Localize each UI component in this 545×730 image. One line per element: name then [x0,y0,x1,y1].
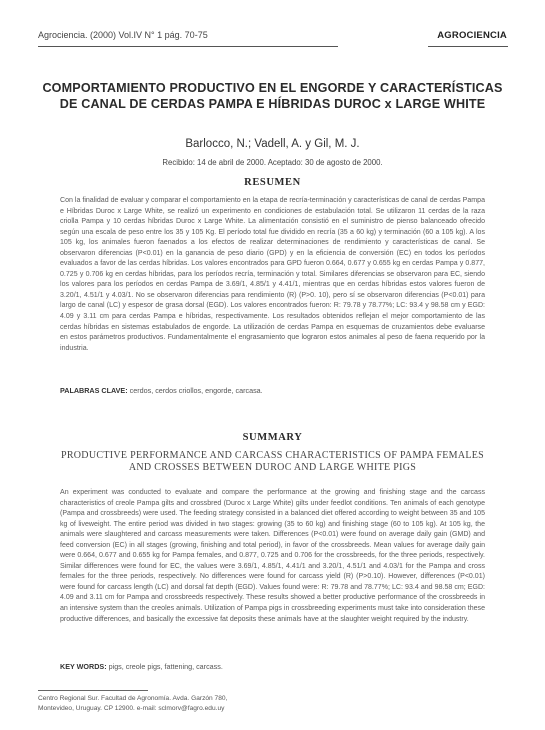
article-title: COMPORTAMIENTO PRODUCTIVO EN EL ENGORDE Y CARACTERÍSTICAS DE CANAL DE CERDAS PAMPA E HÍBRIDAS DUROC x LARGE WHITE [42,81,503,112]
received-dates: Recibido: 14 de abril de 2000. Aceptado: 30 de agosto de 2000. [162,158,383,167]
summary-english-title: PRODUCTIVE PERFORMANCE AND CARCASS CHARACTERISTICS OF PAMPA FEMALES AND CROSSES BETWEEN DUROC AND LARGE WHITE PIGS [60,450,485,473]
header-rule-right [428,46,508,47]
header-rule [38,46,338,47]
journal-reference: Agrociencia. (2000) Vol.IV N° 1 pág. 70-75 [38,30,208,40]
affiliation-line-2: Montevideo, Uruguay. CP 12900. e-mail: sclmorv@fagro.edu.uy [38,705,225,712]
keywords-label: PALABRAS CLAVE: [60,386,128,395]
footnote-rule [38,690,148,691]
author-affiliation [38,694,288,714]
article-authors: Barlocco, N.; Vadell, A. y Gil, M. J. [185,138,360,150]
affiliation-line-1: Centro Regional Sur. Facultad de Agronomía. Avda. Garzón 780, [38,695,228,702]
summary-text: An experiment was conducted to evaluate and compare the performance at the growing and finishing stage and the carcass characteristics of creole Pampa gilts and crossbred (Duroc x Large White) gilts under feedlot conditions. Ten animals of each genotype (Pampa and crossbreeds) were used. The feeding strategy consisted in a balanced diet offered according to weight between 35 and 105 kg of liveweight. The entire period was divided in two stages: growing (35 to 60 kg) and finishing stage (60 to 105 kg). At 105 kg, the animals were slaughtered and carcass measurements were taken. Differences (P<0.01) were found on average daily gain (GMD) and feed conversion (EC) in all stages (growing, finishing and total period), in favor of the crossbreeds. Mean values for average daily gain were 0.664, 0.677 and 0.655 kg for Pampa females, and 0.877, 0.725 and 0.706 for the crossbreeds, for the three periods, respectively. Similar differences were found for EC, the values were 3.69/1, 4.85/1, 4.41/1 and 3.20/1, 4.51/1 and 4.03/1 for the Pampa and cross females for the three periods, respectively. No differences were found for carcass yield (R) (P>0.10). However, differences (P<0.01) were found for carcass length (LC) and dorsal fat depth (EGD). Values found were: R: 79.78 and 78.77%; LC: 93.4 and 98.58 cm; EGD: 4.09 and 3.11 cm for Pampa and crossbreeds respectively. These results showed a better productive performance of the crossbreeds in an intensive system than the creoles animals. Utilization of Pampa pigs in crossbreeding experiments must take into consideration these productive differences, and basically the excessive fat deposits these animals have at the slaughter weight required by the industry. [60,489,485,623]
resumen-heading: RESUMEN [244,177,301,188]
keywords-values: cerdos, cerdos criollos, engorde, carcasa. [129,386,263,395]
summary-keywords [60,662,485,672]
journal-name: AGROCIENCIA [437,30,507,41]
resumen-keywords [60,386,485,396]
resumen-text: Con la finalidad de evaluar y comparar el comportamiento en la etapa de recría-terminación y características de canal de cerdas Pampa e Híbridas Duroc x Large White, se realizó un experimento en condiciones de estabulación total. Se utilizaron 11 cerdas de la raza criolla Pampa y 10 cerdas híbridas Duroc x Large White. La alimentación consistió en el suministro de pienso balanceado ofrecido según una escala de peso entre los 35 y 105 Kg. El período total fue dividido en recría (35 a 60 kg) y terminación (60 a 105 kg). A los 105 kg, los animales fueron faenados a los efectos de realizar determinaciones de rendimiento y características de canal. Se observaron diferencias (P<0.01) en la ganancia de peso diario (GPD) y en la eficiencia de conversión (EC) en todos los períodos evaluados a favor de las cerdas híbridas. Los valores encontrados para GPD fueron 0.664, 0.677 y 0.655 kg en cerdas Pampa y 0.877, 0.725 y 0.706 kg en cerdas híbridas, para los períodos recría, terminación y total. Similares diferencias se observaron para EC, siendo los valores para los períodos en cerdas Pampa de 3.69/1, 4.85/1 y 4.41/1, mientras que en cerdas híbridas estos valores fueron de 3.20/1, 4.51/1 y 4.03/1. No se observaron diferencias para rendimiento (R) (P>0. 10), pero sí se observaron diferencias (P<0.01) para largo de canal (LC) y espesor de grasa dorsal (EGD). Los valores encontrados fueron: R: 79.78 y 78.77%; LC: 93.4 y 98.58 cm y EGD: 4.09 y 3.11 cm para cerdas Pampa e híbridas, respectivamente. Los resultados obtenidos reflejan el mejor comportamiento de las cerdas híbridas en sistemas estabulados de engorde. La utilización de cerdas Pampa en esquemas de cruzamientos debe evaluarse en estos parámetros productivos. Fundamentalmente el engrasamiento que lograron estos animales al peso de faena requerido por la industria. [60,197,485,352]
key-words-values: pigs, creole pigs, fattening, carcass. [108,662,223,671]
running-header [38,30,507,42]
summary-heading: SUMMARY [242,432,303,443]
key-words-label: KEY WORDS: [60,662,107,671]
